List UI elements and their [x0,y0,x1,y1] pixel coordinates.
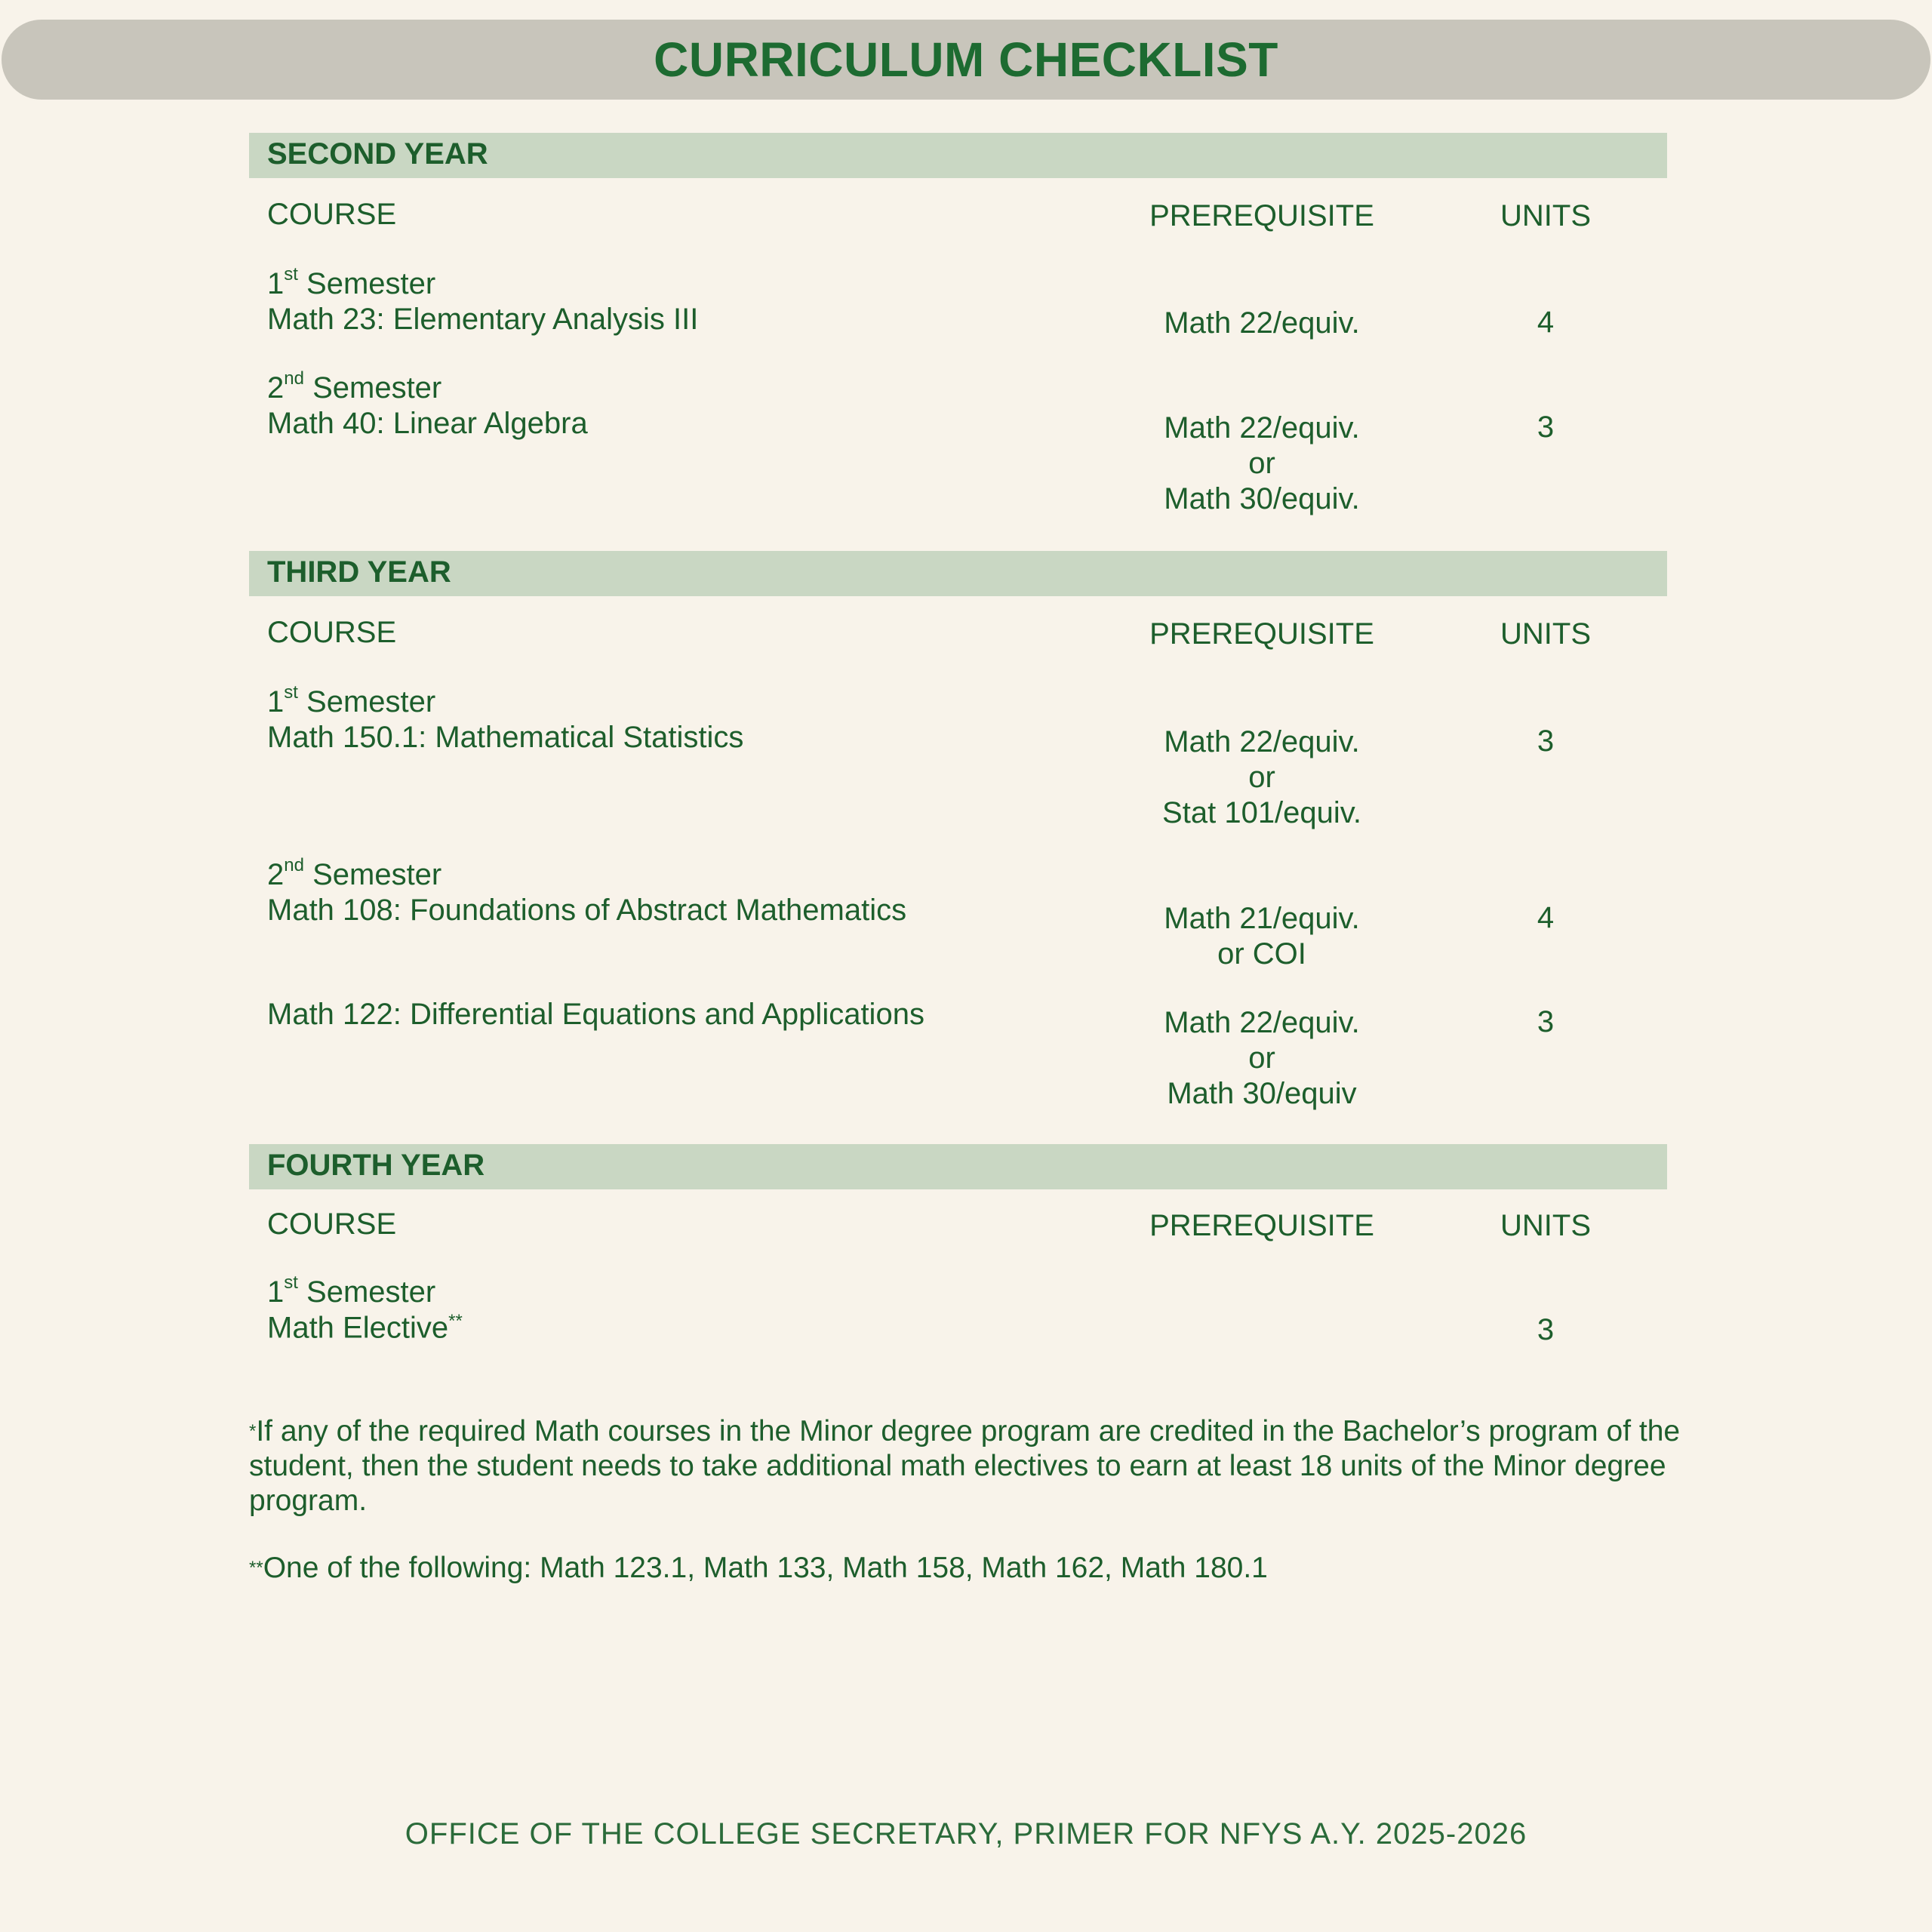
year-label: THIRD YEAR [267,555,451,589]
column-header-course: COURSE [267,198,397,231]
semester-label: 2nd Semester [267,368,442,405]
year-header-third [249,551,1667,596]
column-header-prerequisite: PREREQUISITE [1149,617,1374,651]
column-header-units: UNITS [1500,617,1591,651]
column-header-units: UNITS [1500,1209,1591,1242]
course-prerequisite: Math 21/equiv. or COI [1164,902,1360,971]
course-prerequisite: Math 22/equiv. or Stat 101/equiv. [1162,725,1361,829]
page-title: CURRICULUM CHECKLIST [654,32,1278,87]
footnote: **One of the following: Math 123.1, Math 133, Math 158, Math 162, Math 180.1 [249,1552,1268,1584]
page-footer: OFFICE OF THE COLLEGE SECRETARY, PRIMER FOR NFYS A.Y. 2025-2026 [405,1817,1527,1850]
course-units: 4 [1537,901,1555,934]
course-prerequisite: Math 22/equiv. [1164,306,1360,340]
course-units: 3 [1537,724,1555,758]
semester-label: 2nd Semester [267,855,442,891]
course-prerequisite: Math 22/equiv. or Math 30/equiv [1164,1006,1360,1110]
year-label: SECOND YEAR [267,137,488,171]
course-name: Math Elective** [267,1311,463,1345]
footnote: *If any of the required Math courses in the Minor degree program are credited in the Bachelor’s program of the student, then the student needs to take additional math electives to earn at least 18 units of the Minor degree program. [249,1415,1681,1517]
course-name: Math 150.1: Mathematical Statistics [267,721,744,754]
year-header-fourth [249,1144,1667,1189]
year-label: FOURTH YEAR [267,1149,485,1182]
course-name: Math 40: Linear Algebra [267,407,588,440]
course-units: 3 [1537,1005,1555,1038]
course-units: 4 [1537,306,1555,339]
course-units: 3 [1537,1313,1555,1346]
course-name: Math 23: Elementary Analysis III [267,303,699,336]
column-header-prerequisite: PREREQUISITE [1149,199,1374,232]
semester-label: 1st Semester [267,682,436,718]
column-header-course: COURSE [267,1208,397,1241]
column-header-course: COURSE [267,616,397,649]
column-header-units: UNITS [1500,199,1591,232]
course-name: Math 108: Foundations of Abstract Mathematics [267,894,907,927]
course-name: Math 122: Differential Equations and Applications [267,998,924,1031]
title-banner [2,20,1930,100]
year-header-second [249,133,1667,178]
column-header-prerequisite: PREREQUISITE [1149,1209,1374,1242]
semester-label: 1st Semester [267,1272,436,1309]
semester-label: 1st Semester [267,264,436,300]
course-prerequisite: Math 22/equiv. or Math 30/equiv. [1164,411,1360,515]
course-units: 3 [1537,411,1555,444]
